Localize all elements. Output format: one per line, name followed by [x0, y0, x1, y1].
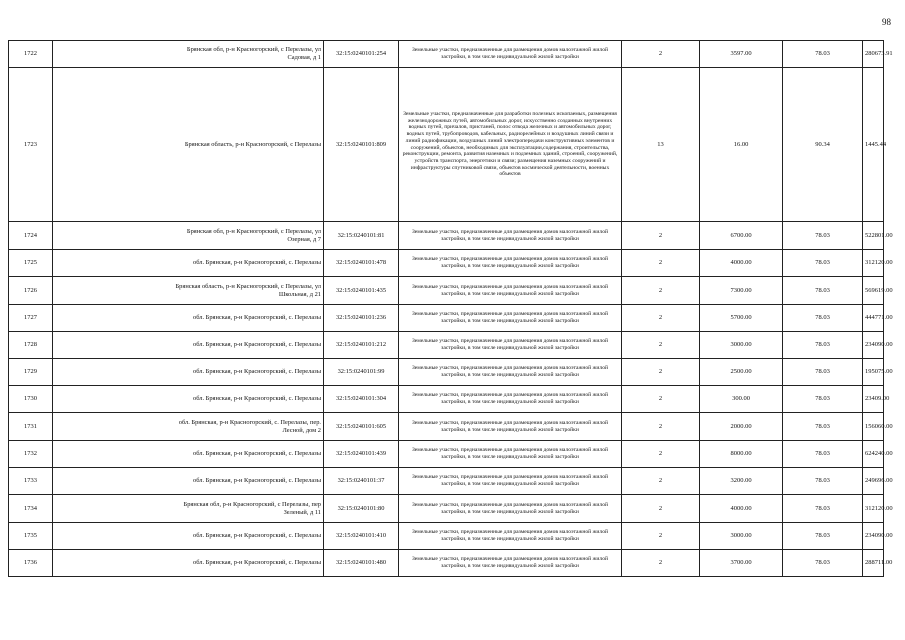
- table-row: [9, 305, 884, 332]
- cell-row-number: 1729: [9, 359, 53, 386]
- table-body: [9, 41, 893, 577]
- cell-use-group: 13: [622, 68, 700, 222]
- cell-address: Брянская обл, р-н Красногорский, с Перелазы, пер Зеленый, д 11: [53, 495, 324, 523]
- table-row: [9, 222, 884, 250]
- cell-use-group: 2: [622, 468, 700, 495]
- cell-permitted-use: Земельные участки, предназначенные для размещения домов малоэтажной жилой застройки, в том числе индивидуальной жилой застройки: [399, 305, 622, 332]
- cell-permitted-use: Земельные участки, предназначенные для размещения домов малоэтажной жилой застройки, в том числе индивидуальной жилой застройки: [399, 250, 622, 277]
- table-row: [9, 441, 884, 468]
- cell-row-number: 1725: [9, 250, 53, 277]
- cell-use-group: 2: [622, 386, 700, 413]
- cell-cadastral-value: 1445.44: [863, 68, 884, 222]
- cell-permitted-use: Земельные участки, предназначенные для разработки полезных ископаемых, размещения железнодорожных путей, автомобильных дорог, искусственно созданных внутренних водных путей, причалов, пристаней, полос отвода железных и автомобильных дорог, водных путей, трубопроводов, кабельных, радиорелейных и воздушных линий связи и линий радиофикации, воздушных линий электропередачи конструктивных элементов и сооружений, объектов, необходимых для эксплуатации,содержания, строительства, реконструкции, ремонта, развития наземных и подземных зданий, строений, сооружений, устройств транспорта, энергетики и связи; размещения наземных сооружений и инфраструктуры спутниковой связи, объектов космической деятельности, военных объектов: [399, 68, 622, 222]
- cell-row-number: 1723: [9, 68, 53, 222]
- cell-row-number: 1733: [9, 468, 53, 495]
- cell-address: обл. Брянская, р-н Красногорский, с. Перелазы: [53, 250, 324, 277]
- cell-use-group: 2: [622, 495, 700, 523]
- table-row: [9, 277, 884, 305]
- cell-cadastral-value: 195075.00: [863, 359, 884, 386]
- cell-permitted-use: Земельные участки, предназначенные для размещения домов малоэтажной жилой застройки, в том числе индивидуальной жилой застройки: [399, 332, 622, 359]
- cell-cadastral-value: 288711.00: [863, 550, 884, 577]
- cell-area: 2500.00: [700, 359, 783, 386]
- cell-address: обл. Брянская, р-н Красногорский, с. Перелазы: [53, 523, 324, 550]
- cell-cadastral-number: 32:15:0240101:254: [324, 41, 399, 68]
- cell-permitted-use: Земельные участки, предназначенные для размещения домов малоэтажной жилой застройки, в том числе индивидуальной жилой застройки: [399, 523, 622, 550]
- cell-address: Брянская обл, р-н Красногорский, с Перелазы, ул Садовая, д 1: [53, 41, 324, 68]
- cell-cadastral-number: 32:15:0240101:80: [324, 495, 399, 523]
- cell-row-number: 1722: [9, 41, 53, 68]
- cell-cadastral-value: 234090.00: [863, 332, 884, 359]
- cell-area: 4000.00: [700, 250, 783, 277]
- cell-address: Брянская обл, р-н Красногорский, с Перелазы, ул Озерная, д 7: [53, 222, 324, 250]
- cell-cadastral-number: 32:15:0240101:605: [324, 413, 399, 441]
- cell-use-group: 2: [622, 305, 700, 332]
- cell-row-number: 1735: [9, 523, 53, 550]
- cell-cadastral-number: 32:15:0240101:304: [324, 386, 399, 413]
- cell-cadastral-value: 280673.91: [863, 41, 884, 68]
- cell-address: обл. Брянская, р-н Красногорский, с. Перелазы: [53, 441, 324, 468]
- cell-cadastral-value: 156060.00: [863, 413, 884, 441]
- cell-specific-value: 78.03: [783, 41, 863, 68]
- cell-use-group: 2: [622, 277, 700, 305]
- cell-specific-value: 78.03: [783, 495, 863, 523]
- cell-cadastral-number: 32:15:0240101:480: [324, 550, 399, 577]
- cell-area: 300.00: [700, 386, 783, 413]
- cell-address: обл. Брянская, р-н Красногорский, с. Перелазы: [53, 386, 324, 413]
- page-number: 98: [882, 17, 891, 27]
- cell-area: 16.00: [700, 68, 783, 222]
- cell-address: обл. Брянская, р-н Красногорский, с. Перелазы: [53, 550, 324, 577]
- table-row: [9, 468, 884, 495]
- cell-area: 6700.00: [700, 222, 783, 250]
- cell-permitted-use: Земельные участки, предназначенные для размещения домов малоэтажной жилой застройки, в том числе индивидуальной жилой застройки: [399, 222, 622, 250]
- cell-cadastral-number: 32:15:0240101:236: [324, 305, 399, 332]
- cell-use-group: 2: [622, 250, 700, 277]
- table-row: [9, 332, 884, 359]
- cell-row-number: 1724: [9, 222, 53, 250]
- cell-specific-value: 78.03: [783, 413, 863, 441]
- cell-permitted-use: Земельные участки, предназначенные для размещения домов малоэтажной жилой застройки, в том числе индивидуальной жилой застройки: [399, 359, 622, 386]
- cell-use-group: 2: [622, 413, 700, 441]
- cell-area: 7300.00: [700, 277, 783, 305]
- cell-cadastral-number: 32:15:0240101:37: [324, 468, 399, 495]
- cell-cadastral-value: 569619.00: [863, 277, 884, 305]
- cell-address: обл. Брянская, р-н Красногорский, с. Перелазы: [53, 305, 324, 332]
- cell-use-group: 2: [622, 41, 700, 68]
- cell-specific-value: 78.03: [783, 523, 863, 550]
- cell-address: Брянская область, р-н Красногорский, с Перелазы, ул Школьная, д 21: [53, 277, 324, 305]
- cell-area: 3597.00: [700, 41, 783, 68]
- cell-specific-value: 78.03: [783, 332, 863, 359]
- cell-specific-value: 78.03: [783, 222, 863, 250]
- cell-permitted-use: Земельные участки, предназначенные для размещения домов малоэтажной жилой застройки, в том числе индивидуальной жилой застройки: [399, 495, 622, 523]
- cell-row-number: 1732: [9, 441, 53, 468]
- cell-permitted-use: Земельные участки, предназначенные для размещения домов малоэтажной жилой застройки, в том числе индивидуальной жилой застройки: [399, 550, 622, 577]
- cell-specific-value: 78.03: [783, 359, 863, 386]
- cell-use-group: 2: [622, 441, 700, 468]
- table-row: [9, 250, 884, 277]
- cell-specific-value: 78.03: [783, 550, 863, 577]
- cell-address: обл. Брянская, р-н Красногорский, с. Перелазы: [53, 359, 324, 386]
- cell-row-number: 1728: [9, 332, 53, 359]
- cell-specific-value: 78.03: [783, 441, 863, 468]
- table-row: [9, 413, 884, 441]
- cell-row-number: 1734: [9, 495, 53, 523]
- cell-permitted-use: Земельные участки, предназначенные для размещения домов малоэтажной жилой застройки, в том числе индивидуальной жилой застройки: [399, 41, 622, 68]
- cell-cadastral-number: 32:15:0240101:478: [324, 250, 399, 277]
- cell-use-group: 2: [622, 550, 700, 577]
- table-row: [9, 495, 884, 523]
- cell-use-group: 2: [622, 222, 700, 250]
- cell-specific-value: 78.03: [783, 277, 863, 305]
- cell-area: 3700.00: [700, 550, 783, 577]
- cell-specific-value: 78.03: [783, 468, 863, 495]
- cell-row-number: 1726: [9, 277, 53, 305]
- cell-area: 5700.00: [700, 305, 783, 332]
- table-row: [9, 550, 884, 577]
- cell-cadastral-number: 32:15:0240101:212: [324, 332, 399, 359]
- cell-area: 3000.00: [700, 332, 783, 359]
- cell-cadastral-value: 312120.00: [863, 495, 884, 523]
- cell-area: 3000.00: [700, 523, 783, 550]
- cell-specific-value: 78.03: [783, 386, 863, 413]
- cadastral-value-table: [8, 40, 893, 577]
- cell-cadastral-value: 522801.00: [863, 222, 884, 250]
- cell-row-number: 1730: [9, 386, 53, 413]
- cell-address: обл. Брянская, р-н Красногорский, с. Перелазы, пер. Лесной, дом 2: [53, 413, 324, 441]
- table-row: [9, 359, 884, 386]
- cell-address: обл. Брянская, р-н Красногорский, с. Перелазы: [53, 332, 324, 359]
- table-row: [9, 41, 884, 68]
- cell-specific-value: 90.34: [783, 68, 863, 222]
- cell-cadastral-value: 23409.00: [863, 386, 884, 413]
- cell-cadastral-value: 444771.00: [863, 305, 884, 332]
- cell-row-number: 1736: [9, 550, 53, 577]
- cell-permitted-use: Земельные участки, предназначенные для размещения домов малоэтажной жилой застройки, в том числе индивидуальной жилой застройки: [399, 468, 622, 495]
- cell-area: 4000.00: [700, 495, 783, 523]
- cell-area: 2000.00: [700, 413, 783, 441]
- cell-address: обл. Брянская, р-н Красногорский, с. Перелазы: [53, 468, 324, 495]
- cell-permitted-use: Земельные участки, предназначенные для размещения домов малоэтажной жилой застройки, в том числе индивидуальной жилой застройки: [399, 277, 622, 305]
- cell-row-number: 1727: [9, 305, 53, 332]
- cell-cadastral-number: 32:15:0240101:435: [324, 277, 399, 305]
- cell-cadastral-value: 312120.00: [863, 250, 884, 277]
- cell-permitted-use: Земельные участки, предназначенные для размещения домов малоэтажной жилой застройки, в том числе индивидуальной жилой застройки: [399, 441, 622, 468]
- cell-cadastral-value: 249696.00: [863, 468, 884, 495]
- cell-cadastral-number: 32:15:0240101:99: [324, 359, 399, 386]
- cell-address: Брянская область, р-н Красногорский, с Перелазы: [53, 68, 324, 222]
- cell-area: 8000.00: [700, 441, 783, 468]
- table-row: [9, 523, 884, 550]
- table-row: [9, 68, 884, 222]
- cell-cadastral-number: 32:15:0240101:439: [324, 441, 399, 468]
- cell-cadastral-number: 32:15:0240101:809: [324, 68, 399, 222]
- cell-cadastral-number: 32:15:0240101:81: [324, 222, 399, 250]
- cell-cadastral-value: 624240.00: [863, 441, 884, 468]
- cell-permitted-use: Земельные участки, предназначенные для размещения домов малоэтажной жилой застройки, в том числе индивидуальной жилой застройки: [399, 386, 622, 413]
- cell-specific-value: 78.03: [783, 305, 863, 332]
- cell-cadastral-number: 32:15:0240101:410: [324, 523, 399, 550]
- cell-use-group: 2: [622, 359, 700, 386]
- table-row: [9, 386, 884, 413]
- cell-specific-value: 78.03: [783, 250, 863, 277]
- cell-row-number: 1731: [9, 413, 53, 441]
- cell-use-group: 2: [622, 332, 700, 359]
- cell-use-group: 2: [622, 523, 700, 550]
- cell-area: 3200.00: [700, 468, 783, 495]
- cell-permitted-use: Земельные участки, предназначенные для размещения домов малоэтажной жилой застройки, в том числе индивидуальной жилой застройки: [399, 413, 622, 441]
- cell-cadastral-value: 234090.00: [863, 523, 884, 550]
